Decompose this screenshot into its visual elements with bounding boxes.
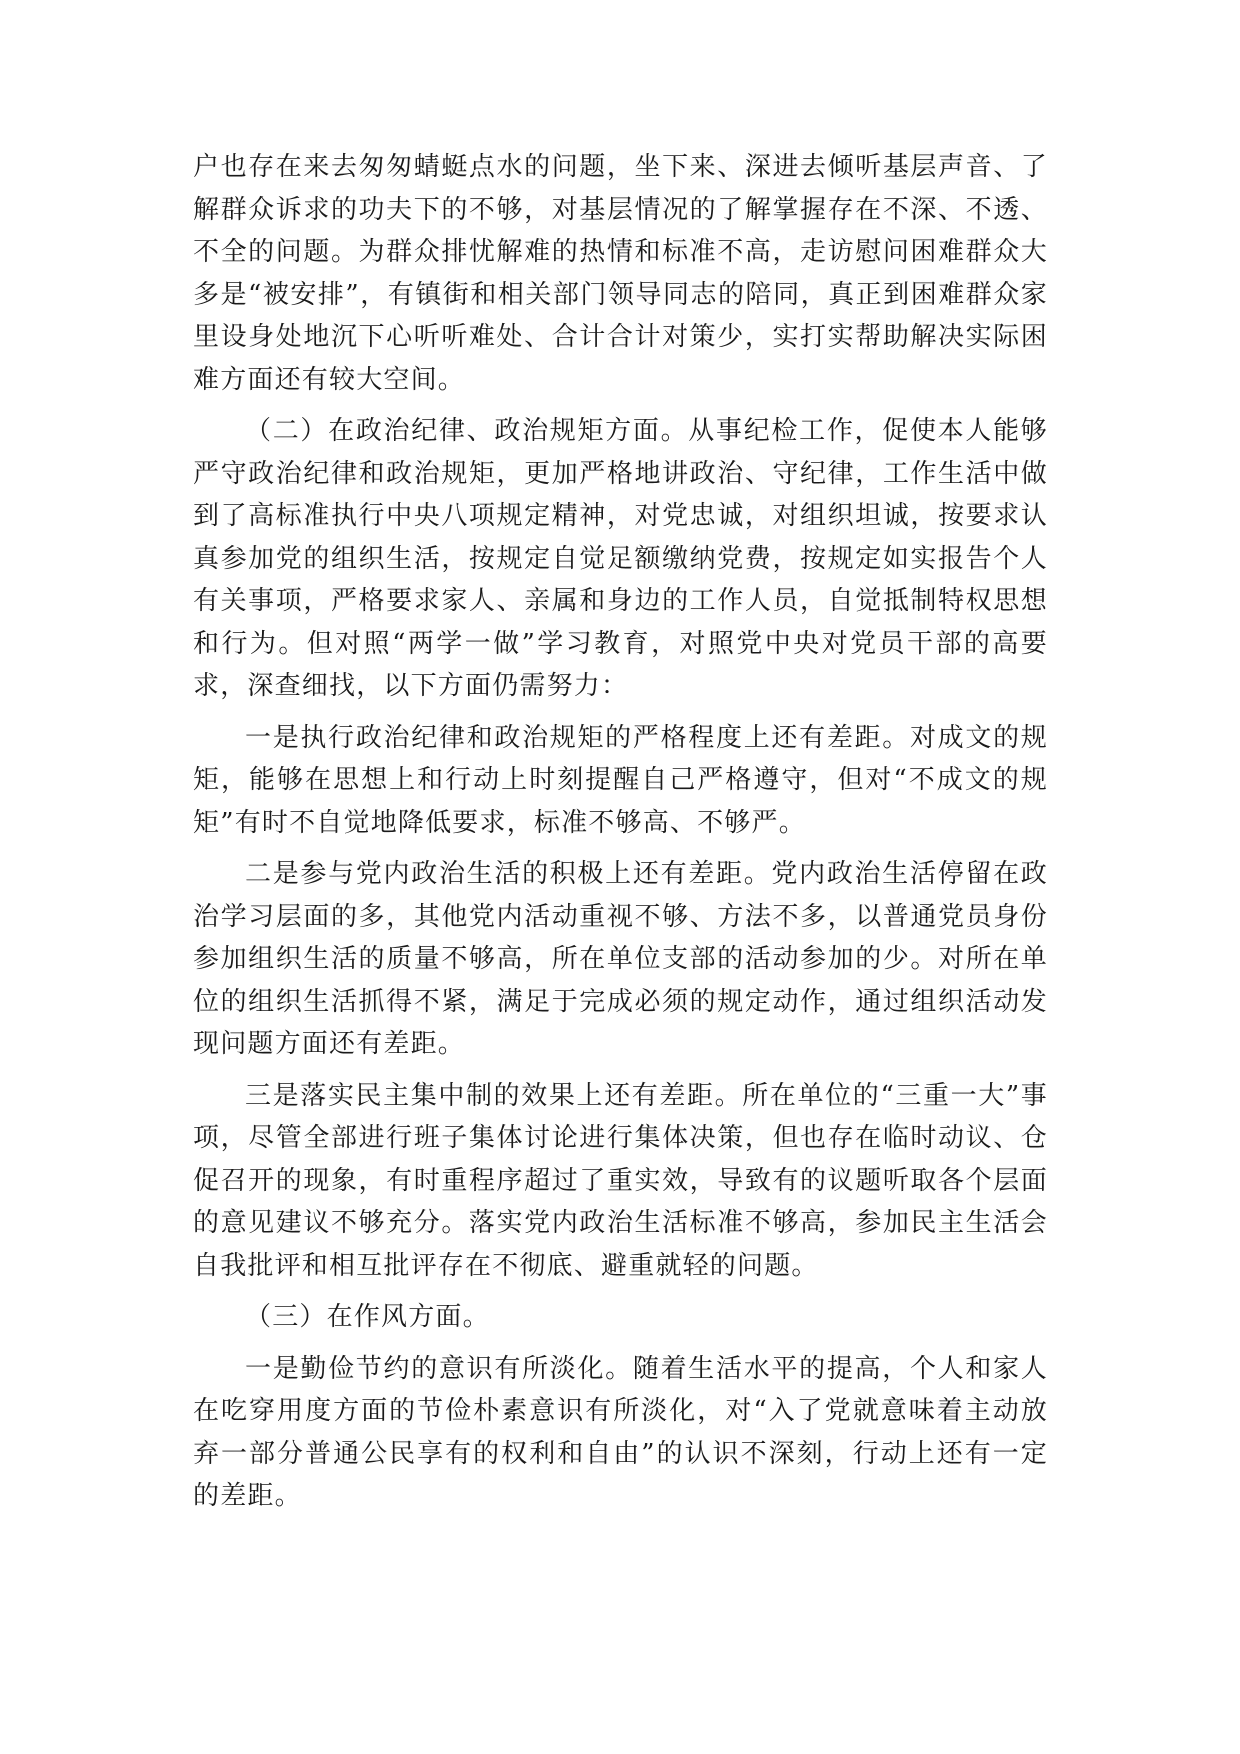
paragraph-point-3: 三是落实民主集中制的效果上还有差距。所在单位的“三重一大”事项，尽管全部进行班子集体讨论进行集体决策，但也存在临时动议、仓促召开的现象，有时重程序超过了重实效，导致有的议题听取各个层面的意见建议不够充分。落实党内政治生活标准不够高，参加民主生活会自我批评和相互批评存在不彻底、避重就轻的问题。 xyxy=(193,1080,1048,1281)
paragraph-section-3-heading: （三）在作风方面。 xyxy=(245,1302,490,1332)
paragraph-point-2: 二是参与党内政治生活的积极上还有差距。党内政治生活停留在政治学习层面的多，其他党内活动重视不够、方法不多，以普通党员身份参加组织生活的质量不够高，所在单位支部的活动参加的少。对所在单位的组织生活抓得不紧，满足于完成必须的规定动作，通过组织活动发现问题方面还有差距。 xyxy=(193,859,1048,1059)
paragraph-section-3-point-1: 一是勤俭节约的意识有所淡化。随着生活水平的提高，个人和家人在吃穿用度方面的节俭朴素意识有所淡化，对“入了党就意味着主动放弃一部分普通公民享有的权利和自由”的认识不深刻，行动上还有一定的差距。 xyxy=(193,1353,1048,1511)
paragraph-continuation: 户也存在来去匆匆蜻蜓点水的问题，坐下来、深进去倾听基层声音、了解群众诉求的功夫下的不够，对基层情况的了解掌握存在不深、不透、不全的问题。为群众排忧解难的热情和标准不高，走访慰问困难群众大多是“被安排”，有镇街和相关部门领导同志的陪同，真正到困难群众家里设身处地沉下心听听难处、合计合计对策少，实打实帮助解决实际困难方面还有较大空间。 xyxy=(193,152,1048,395)
paragraph-section-2-heading: （二）在政治纪律、政治规矩方面。从事纪检工作，促使本人能够严守政治纪律和政治规矩，更加严格地讲政治、守纪律，工作生活中做到了高标准执行中央八项规定精神，对党忠诚，对组织坦诚，按要求认真参加党的组织生活，按规定自觉足额缴纳党费，按规定如实报告个人有关事项，严格要求家人、亲属和身边的工作人员，自觉抵制特权思想和行为。但对照“两学一做”学习教育，对照党中央对党员干部的高要求，深查细找，以下方面仍需努力： xyxy=(193,416,1048,701)
paragraph-point-1: 一是执行政治纪律和政治规矩的严格程度上还有差距。对成文的规矩，能够在思想上和行动上时刻提醒自己严格遵守，但对“不成文的规矩”有时不自觉地降低要求，标准不够高、不够严。 xyxy=(193,722,1048,838)
document-body xyxy=(193,146,1048,1527)
